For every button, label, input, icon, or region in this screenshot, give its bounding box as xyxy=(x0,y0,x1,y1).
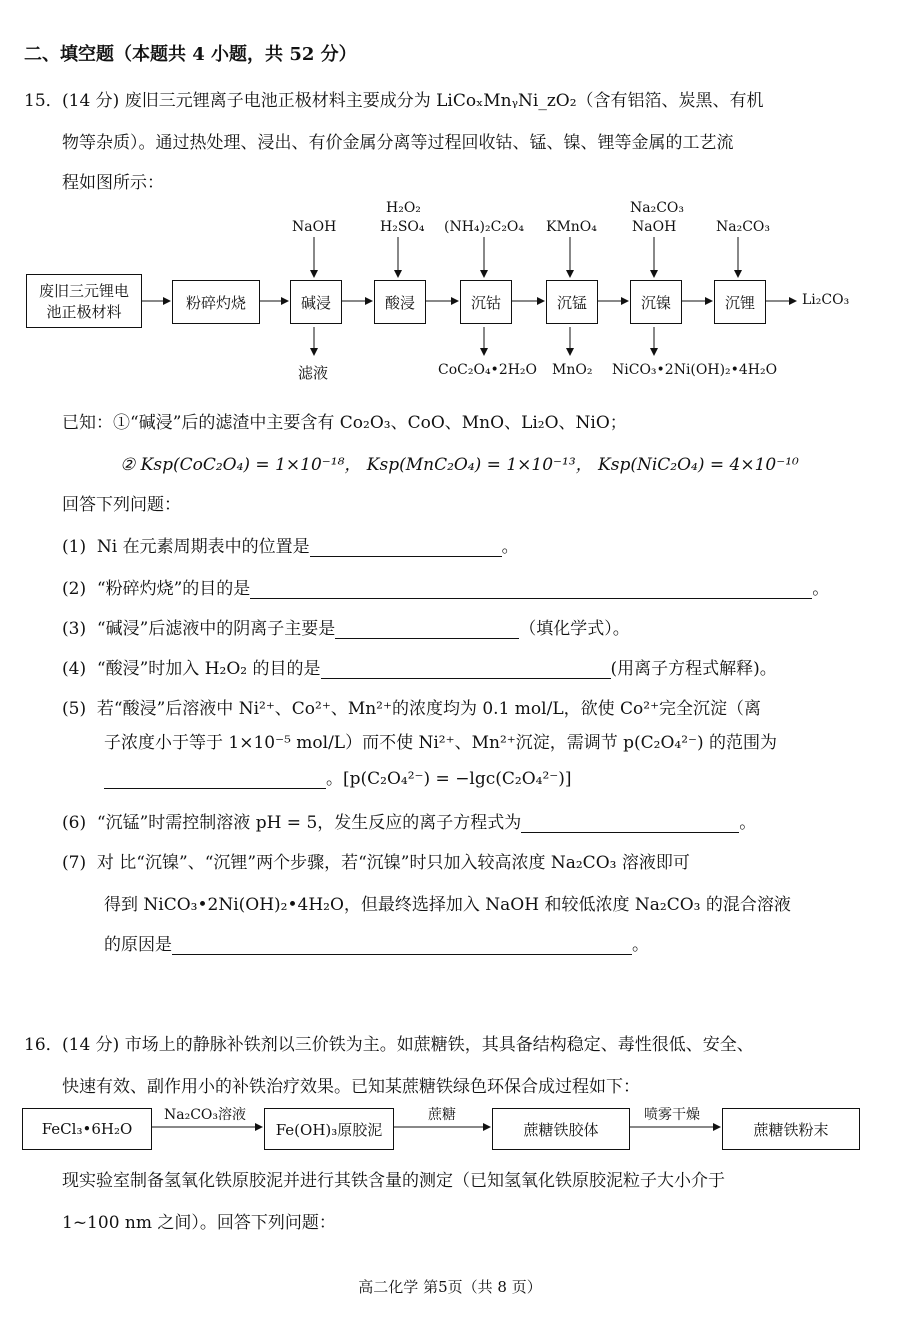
flow-box-grind: 粉碎灼烧 xyxy=(172,280,260,324)
sub1-end: 。 xyxy=(501,537,519,557)
sub5-answer-blank[interactable] xyxy=(104,770,326,789)
q16-box-colloid: 蔗糖铁胶体 xyxy=(492,1108,630,1150)
sub7-text-line2: 得到 NiCO₃•2Ni(OH)₂•4H₂O，但最终选择加入 NaOH 和较低浓度 Na₂CO₃ 的混合溶液 xyxy=(104,895,791,915)
sub2-number: (2) xyxy=(62,579,87,599)
sub5-number: (5) xyxy=(62,699,87,719)
q16-intro-line2: 快速有效、副作用小的补铁治疗效果。已知某蔗糖铁绿色环保合成过程如下： xyxy=(62,1077,640,1097)
q16-text-line2: 1~100 nm 之间）。回答下列问题： xyxy=(62,1213,336,1233)
q16-arrow-label-3: 喷雾干燥 xyxy=(644,1107,700,1123)
q15-sub4 xyxy=(62,654,777,679)
section-heading: 二、填空题（本题共 4 小题，共 52 分） xyxy=(24,44,357,65)
product-li2co3: Li₂CO₃ xyxy=(802,292,850,308)
sub2-text: “粉碎灼烧”的目的是 xyxy=(96,579,251,599)
q16-box-fecl3: FeCl₃•6H₂O xyxy=(22,1108,152,1150)
flow-start-line1: 废旧三元锂电 xyxy=(38,282,129,300)
flow-box-precip-co: 沉钴 xyxy=(460,280,512,324)
q16-box-powder: 蔗糖铁粉末 xyxy=(722,1108,860,1150)
q15-sub6 xyxy=(62,808,756,833)
flow-box-precip-li: 沉锂 xyxy=(714,280,766,324)
product-mno2: MnO₂ xyxy=(552,362,593,378)
q16-arrow-label-1: Na₂CO₃溶液 xyxy=(164,1107,247,1123)
sub7-text-line3: 的原因是 xyxy=(104,935,172,955)
q15-sub3 xyxy=(62,614,630,639)
reagent-naoh-ni: NaOH xyxy=(632,219,677,235)
sub6-text: “沉锰”时需控制溶液 pH = 5，发生反应的离子方程式为 xyxy=(96,813,522,833)
reagent-h2o2: H₂O₂ xyxy=(386,200,421,216)
q15-intro-line1: (14 分) 废旧三元锂离子电池正极材料主要成分为 LiCoₓMnᵧNi_zO₂（含有铝箔、炭黑、有机 xyxy=(62,91,764,111)
sub2-end: 。 xyxy=(812,579,830,599)
sub4-end: (用离子方程式解释)。 xyxy=(610,659,777,679)
sub5-text-line2: 子浓度小于等于 1×10⁻⁵ mol/L）而不使 Ni²⁺、Mn²⁺沉淀，需调节 p(C₂O₄²⁻) 的范围为 xyxy=(104,733,778,753)
flow-box-precip-ni: 沉镍 xyxy=(630,280,682,324)
q16-arrow-label-2: 蔗糖 xyxy=(428,1107,456,1123)
reagent-na2co3-ni: Na₂CO₃ xyxy=(630,200,685,216)
q15-sub7-line3 xyxy=(104,930,649,955)
q15-intro-line3: 程如图所示： xyxy=(62,173,164,193)
flow-box-precip-mn: 沉锰 xyxy=(546,280,598,324)
flow-box-acid-leach: 酸浸 xyxy=(374,280,426,324)
q15-sub5-line3 xyxy=(104,764,572,789)
q15-sub2 xyxy=(62,574,829,599)
sub6-number: (6) xyxy=(62,813,87,833)
sub5-text: 若“酸浸”后溶液中 Ni²⁺、Co²⁺、Mn²⁺的浓度均为 0.1 mol/L，欲使 Co²⁺完全沉淀（离 xyxy=(96,699,762,719)
product-nickel-carbonate: NiCO₃•2Ni(OH)₂•4H₂O xyxy=(612,362,778,378)
sub1-number: (1) xyxy=(62,537,87,557)
sub4-answer-blank[interactable] xyxy=(321,660,611,679)
sub5-end: 。[p(C₂O₄²⁻) = −lgc(C₂O₄²⁻)] xyxy=(326,769,572,789)
known-1: 已知：①“碱浸”后的滤渣中主要含有 Co₂O₃、CoO、MnO、Li₂O、NiO； xyxy=(62,413,627,433)
sub7-text: 对 比“沉镍”、“沉锂”两个步骤，若“沉镍”时只加入较高浓度 Na₂CO₃ 溶液即可 xyxy=(96,853,690,873)
reagent-na2co3-li: Na₂CO₃ xyxy=(716,219,771,235)
q15-number: 15． xyxy=(24,91,63,111)
sub2-answer-blank[interactable] xyxy=(250,580,812,599)
reagent-h2so4: H₂SO₄ xyxy=(380,219,425,235)
q16-intro-line1: (14 分) 市场上的静脉补铁剂以三价铁为主。如蔗糖铁，其具备结构稳定、毒性很低、安全、 xyxy=(62,1035,754,1055)
q15-sub1 xyxy=(62,532,519,557)
q16-box-feoh3: Fe(OH)₃原胶泥 xyxy=(264,1108,394,1150)
sub3-number: (3) xyxy=(62,619,87,639)
sub7-answer-blank[interactable] xyxy=(172,936,632,955)
reagent-ammonium-oxalate: (NH₄)₂C₂O₄ xyxy=(444,219,525,235)
q15-sub5-line1 xyxy=(62,694,761,719)
q15-sub7-line1 xyxy=(62,848,690,873)
reagent-naoh: NaOH xyxy=(292,219,337,235)
sub6-answer-blank[interactable] xyxy=(521,814,739,833)
q16-number: 16． xyxy=(24,1035,63,1055)
flow-start-line2: 池正极材料 xyxy=(46,303,122,321)
flow-box-alkali-leach: 碱浸 xyxy=(290,280,342,324)
sub1-answer-blank[interactable] xyxy=(310,538,502,557)
sub4-number: (4) xyxy=(62,659,87,679)
product-filtrate: 滤液 xyxy=(298,364,329,382)
sub7-end: 。 xyxy=(632,935,649,955)
q16-text-line1: 现实验室制备氢氧化铁原胶泥并进行其铁含量的测定（已知氢氧化铁原胶泥粒子大小介于 xyxy=(62,1171,725,1191)
page-footer: 高二化学 第5页（共 8 页） xyxy=(358,1278,542,1296)
reagent-kmno4: KMnO₄ xyxy=(546,219,597,235)
sub4-text: “酸浸”时加入 H₂O₂ 的目的是 xyxy=(96,659,321,679)
answer-prompt: 回答下列问题： xyxy=(62,495,181,515)
flow-box-start xyxy=(26,274,142,328)
known-2-ksp: ② Ksp(CoC₂O₄) = 1×10⁻¹⁸， Ksp(MnC₂O₄) = 1×10⁻¹³， Ksp(NiC₂O₄) = 4×10⁻¹⁰ xyxy=(120,455,799,475)
sub1-text: Ni 在元素周期表中的位置是 xyxy=(96,537,310,557)
sub3-answer-blank[interactable] xyxy=(335,620,519,639)
sub6-end: 。 xyxy=(739,813,757,833)
product-coc2o4: CoC₂O₄•2H₂O xyxy=(438,362,538,378)
sub3-end: （填化学式）。 xyxy=(519,619,630,639)
sub7-number: (7) xyxy=(62,853,87,873)
sub3-text: “碱浸”后滤液中的阴离子主要是 xyxy=(96,619,336,639)
q15-intro-line2: 物等杂质）。通过热处理、浸出、有价金属分离等过程回收钴、锰、镍、锂等金属的工艺流 xyxy=(62,133,734,153)
